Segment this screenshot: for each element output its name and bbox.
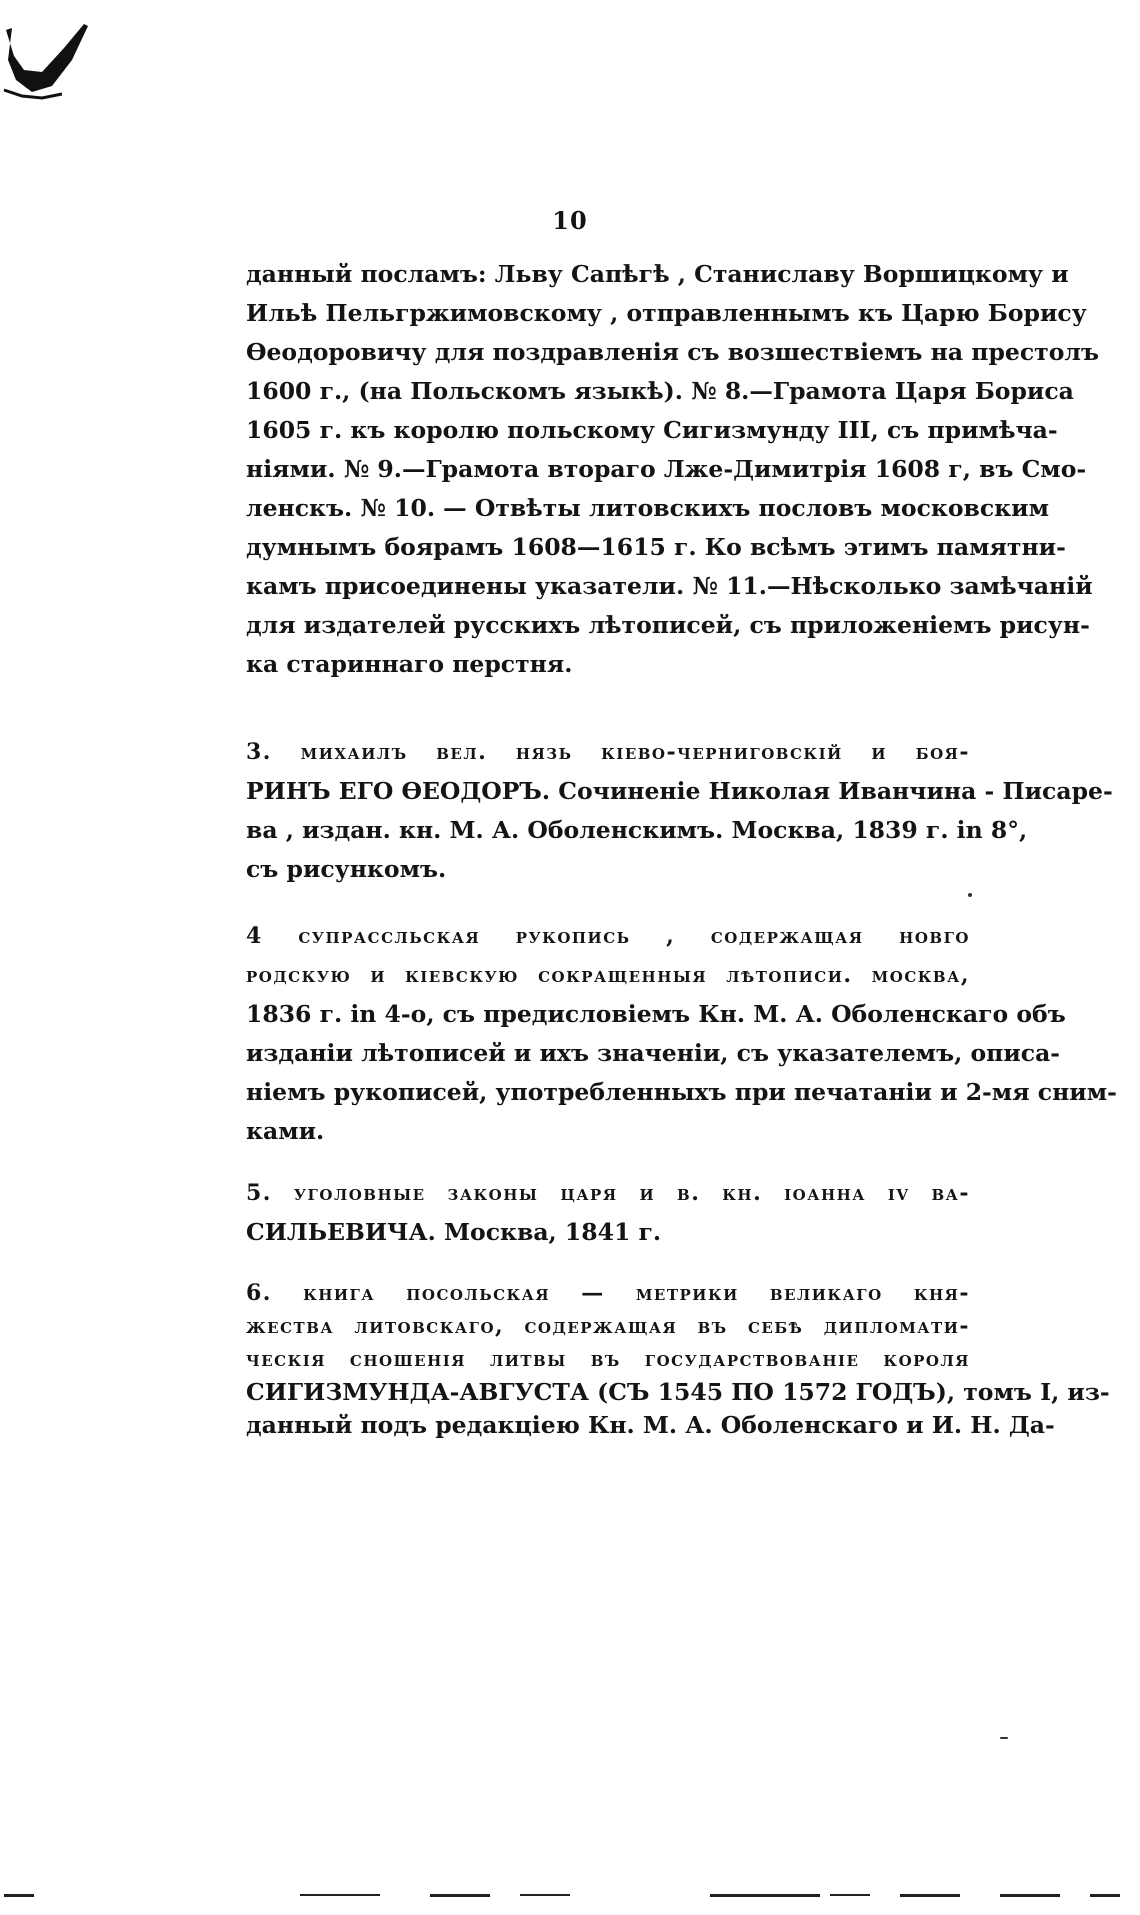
text-line: РИНЪ ЕГО ѲЕОДОРЪ. Сочиненіе Николая Иванчина - Писаре-: [246, 777, 1113, 805]
text-line: 1600 г., (на Польскомъ языкѣ). № 8.—Грамота Царя Бориса: [246, 377, 1074, 405]
entry-heading-line: 4 супрассльская рукопись , содержащая новго: [246, 923, 970, 949]
text-line: Ѳеодоровичу для поздравленія съ возшествіемъ на престолъ: [246, 338, 1099, 366]
text-line: изданіи лѣтописей и ихъ значеніи, съ указателемъ, описа-: [246, 1039, 1061, 1067]
text-line: ками.: [246, 1117, 325, 1145]
text-line: ка стариннаго перстня.: [246, 650, 573, 678]
entry-heading-line: 3. михаилъ вел. нязь кіево-черниговскій и боя-: [246, 739, 970, 765]
entry-heading-line: жества литовскаго, содержащая въ себѣ дипломати-: [246, 1313, 970, 1339]
text-line: для издателей русскихъ лѣтописей, съ приложеніемъ рисун-: [246, 611, 1090, 639]
text-line: ленскъ. № 10. — Отвѣты литовскихъ пословъ московским: [246, 494, 1049, 522]
stray-ink-dot: [1000, 1737, 1008, 1739]
text-line: ніемъ рукописей, употребленныхъ при печатаніи и 2-мя сним-: [246, 1078, 1117, 1106]
entry-heading-line: ческія сношенія литвы въ государствованіе короля: [246, 1346, 970, 1372]
entry-5: [246, 1174, 970, 1252]
text-line: СИЛЬЕВИЧА. Москва, 1841 г.: [246, 1218, 662, 1246]
scan-edge-noise: [0, 1888, 1140, 1906]
entry-heading-line: 5. уголовные законы царя и в. кн. іоанна iv ва-: [246, 1180, 970, 1206]
entry-3: [246, 733, 1113, 889]
text-line: съ рисункомъ.: [246, 855, 447, 883]
text-line: ніями. № 9.—Грамота втораго Лже-Димитрія 1608 г, въ Смо-: [246, 455, 1087, 483]
stray-ink-dot: [968, 893, 972, 897]
text-line: данный посламъ: Льву Сапѣгѣ , Станиславу Воршицкому и: [246, 260, 1069, 288]
text-line: данный подъ редакціею Кн. М. А. Оболенскаго и И. Н. Да-: [246, 1411, 1055, 1439]
text-line: СИГИЗМУНДА-АВГУСТА (СЪ 1545 ПО 1572 ГОДЪ), томъ I, из-: [246, 1378, 1110, 1406]
text-line: камъ присоединены указатели. № 11.—Нѣсколько замѣчаній: [246, 572, 1093, 600]
page-number: 10: [552, 206, 588, 235]
entry-heading-line: родскую и кіевскую сокращенныя лѣтописи. москва,: [246, 962, 970, 988]
paragraph-continuation: [246, 255, 1099, 684]
text-line: 1605 г. къ королю польскому Сигизмунду III, съ примѣча-: [246, 416, 1058, 444]
entry-6: [246, 1277, 1110, 1442]
text-line: ва , издан. кн. М. А. Оболенскимъ. Москва, 1839 г. in 8°,: [246, 816, 1028, 844]
text-line: 1836 г. in 4-о, съ предисловіемъ Кн. М. А. Оболенскаго объ: [246, 1000, 1066, 1028]
entry-4: [246, 917, 1117, 1151]
ink-blot-mark: [2, 20, 92, 100]
text-line: думнымъ боярамъ 1608—1615 г. Ко всѣмъ этимъ памятни-: [246, 533, 1066, 561]
text-line: Ильѣ Пельгржимовскому , отправленнымъ къ Царю Борису: [246, 299, 1087, 327]
entry-heading-line: 6. книга посольская — метрики великаго кня-: [246, 1280, 970, 1306]
